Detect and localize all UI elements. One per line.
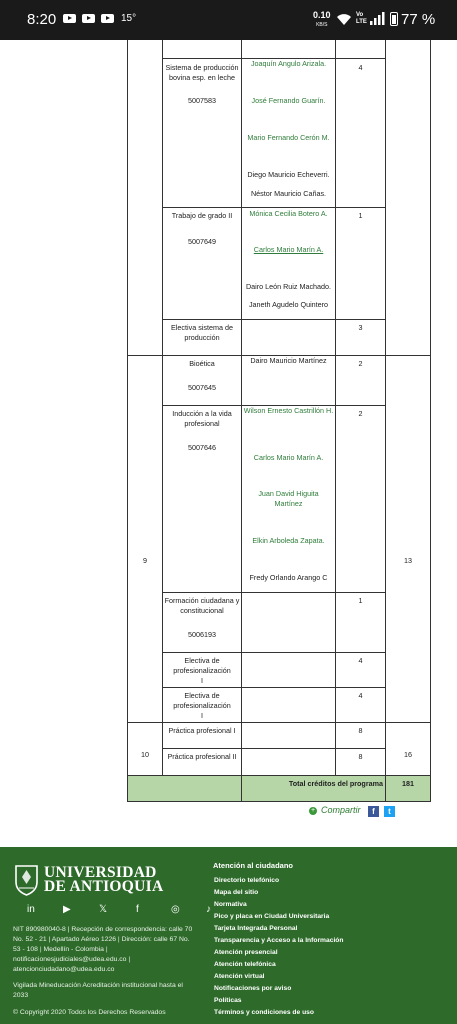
footer-link[interactable]: Directorio telefónico (214, 877, 280, 884)
copyright-text: © Copyright 2020 Todos los Derechos Reservados (13, 1009, 166, 1016)
instagram-icon[interactable]: ◎ (171, 904, 180, 915)
signal-icon (370, 12, 386, 25)
linkedin-icon[interactable]: in (27, 904, 35, 915)
footer-link[interactable]: Mapa del sitio (214, 889, 259, 896)
row-divider (127, 722, 431, 723)
wifi-icon (336, 12, 352, 26)
course-code: 5007646 (188, 443, 216, 452)
teacher-name: Dairo Mauricio Martínez (250, 356, 327, 365)
row-divider (162, 592, 386, 593)
course-name: Trabajo de grado II (171, 211, 233, 220)
semester-credits: 13 (404, 556, 412, 565)
teacher-name: Janeth Agudelo Quintero (248, 300, 329, 309)
table-border (430, 40, 431, 801)
youtube-icon[interactable]: ▶ (63, 904, 71, 915)
footer-link[interactable]: Pico y placa en Ciudad Universitaria (214, 913, 330, 920)
row-divider (162, 748, 386, 749)
teacher-name[interactable]: Carlos Mario Marín A. (253, 453, 324, 462)
temperature: 15° (121, 13, 137, 24)
course-name: Sistema de producción bovina esp. en leche (165, 63, 239, 82)
total-label: Total créditos del programa (288, 779, 383, 788)
footer (0, 847, 457, 1024)
facebook-icon[interactable]: f (136, 904, 139, 915)
attention-title: Atención al ciudadano (213, 861, 294, 870)
row-divider (162, 319, 386, 320)
course-name: Inducción a la vida profesional (172, 409, 232, 428)
course-code: 5007583 (188, 96, 216, 105)
teacher-name[interactable]: Elkin Arboleda Zapata. (252, 536, 325, 545)
course-name: Electiva de profesionalización I (173, 691, 231, 720)
twitter-share-icon[interactable]: t (384, 806, 395, 817)
youtube-notification-icon (101, 14, 114, 23)
university-logo-text[interactable]: UNIVERSIDAD DE ANTIOQUIA (44, 864, 164, 895)
table-border (127, 40, 128, 801)
course-credits: 1 (358, 211, 363, 220)
teacher-name[interactable]: Mario Fernando Cerón M. (247, 133, 330, 142)
footer-link[interactable]: Transparencia y Acceso a la Información (214, 937, 344, 944)
status-bar (0, 0, 457, 40)
course-name: Bioética (189, 359, 215, 368)
x-twitter-icon[interactable]: 𝕏 (99, 904, 108, 915)
semester-number: 10 (141, 750, 149, 759)
course-code: 5007645 (188, 383, 216, 392)
course-name: Formación ciudadana y constitucional (164, 596, 240, 615)
clock: 8:20 (27, 11, 57, 28)
footer-link[interactable]: Atención presencial (214, 949, 278, 956)
course-credits: 4 (358, 63, 363, 72)
course-credits: 1 (358, 596, 363, 605)
tiktok-icon[interactable]: ♪ (206, 904, 211, 915)
course-code: 5006193 (188, 630, 216, 639)
teacher-link[interactable]: Carlos Mario Marín A. (253, 245, 324, 254)
facebook-share-icon[interactable]: f (368, 806, 379, 817)
semester-credits: 16 (404, 750, 412, 759)
teacher-name: Néstor Mauricio Cañas. (250, 189, 327, 198)
youtube-notification-icon (82, 14, 95, 23)
course-name: Electiva de profesionalización I (173, 656, 231, 685)
row-divider (127, 801, 431, 802)
course-credits: 2 (358, 409, 363, 418)
course-code: 5007649 (188, 237, 216, 246)
course-credits: 8 (358, 726, 363, 735)
teacher-name[interactable]: Joaquín Angulo Arizala. (250, 59, 327, 68)
table-border (162, 40, 163, 775)
volte-icon: Vo LTE (356, 12, 367, 25)
course-credits: 8 (358, 752, 363, 761)
address-text: NIT 890980040-8 | Recepción de correspondencia: calle 70 No. 52 - 21 | Apartado Aéreo 1226 | Dirección: calle 67 No. 53 - 108 | Medellín - Colombia | notificacionesjudiciales@udea.edu.co | atencionciudadano@udea.edu.co (13, 926, 193, 973)
battery-icon (390, 12, 398, 26)
row-divider (162, 207, 386, 208)
footer-link[interactable]: Tarjeta Integrada Personal (214, 925, 298, 932)
course-name: Electiva sistema de producción (171, 323, 233, 342)
youtube-notification-icon (63, 14, 76, 23)
course-credits: 3 (358, 323, 363, 332)
accreditation-text: Vigilada Mineducación Acreditación institucional hasta el 2033 (13, 982, 183, 999)
teacher-name[interactable]: Mónica Cecilia Botero A. (249, 209, 328, 218)
teacher-name: Dairo León Ruiz Machado. (245, 282, 332, 291)
semester-number: 9 (143, 556, 147, 565)
course-credits: 2 (358, 359, 363, 368)
footer-link[interactable]: Términos y condiciones de uso (214, 1009, 314, 1016)
share-button[interactable]: + Compartir (310, 805, 361, 815)
battery-percent: 77 % (401, 11, 436, 28)
row-divider (127, 775, 431, 776)
course-credits: 4 (358, 656, 363, 665)
plus-icon: + (310, 806, 316, 814)
total-value: 181 (402, 779, 414, 788)
teacher-name[interactable]: Juan David Higuita Martínez (258, 489, 319, 508)
net-speed: 0.10 KB/S (313, 10, 331, 28)
footer-link[interactable]: Políticas (214, 997, 242, 1004)
course-name: Práctica profesional I (168, 726, 236, 735)
course-credits: 4 (358, 691, 363, 700)
teacher-name: Diego Mauricio Echeverri. (247, 170, 330, 179)
footer-link[interactable]: Atención virtual (214, 973, 265, 980)
teacher-name[interactable]: José Fernando Guarín. (251, 96, 326, 105)
footer-link[interactable]: Normativa (214, 901, 247, 908)
teacher-name[interactable]: Wilson Ernesto Castrillón H. (243, 406, 334, 415)
university-crest-logo[interactable] (13, 864, 40, 896)
teacher-name: Fredy Orlando Arango C (249, 573, 328, 582)
footer-link[interactable]: Atención telefónica (214, 961, 276, 968)
row-divider (162, 687, 386, 688)
footer-link[interactable]: Notificaciones por aviso (214, 985, 292, 992)
course-name: Práctica profesional II (167, 752, 237, 761)
row-divider (162, 652, 386, 653)
